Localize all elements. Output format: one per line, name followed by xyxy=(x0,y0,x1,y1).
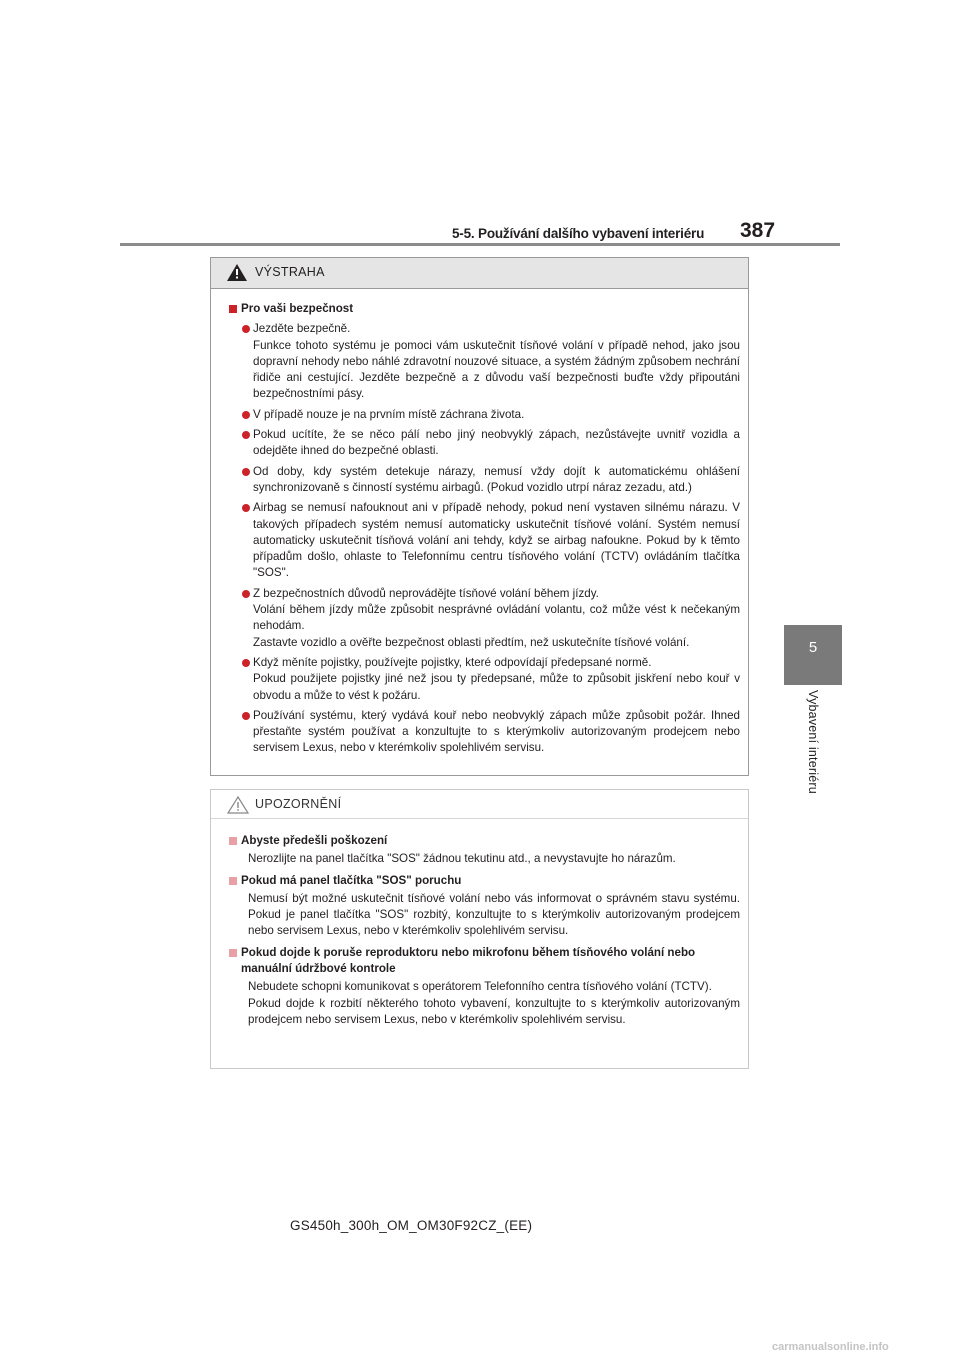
warning-triangle-icon xyxy=(227,264,247,281)
caution-content xyxy=(211,819,748,1028)
warning-item xyxy=(242,464,740,497)
dot-bullet-icon xyxy=(242,325,250,333)
dot-bullet-icon xyxy=(242,468,250,476)
dot-bullet-icon xyxy=(242,659,250,667)
square-bullet-icon xyxy=(229,837,237,845)
caution-body-text: Nerozlijte na panel tlačítka "SOS" žádnou tekutinu atd., a nevystavujte ho nárazům. xyxy=(248,852,676,866)
document-code: GS450h_300h_OM_OM30F92CZ_(EE) xyxy=(290,1218,533,1233)
caution-heading: Pokud dojde k poruše reproduktoru nebo mikrofonu během tísňového volání nebo manuální údržbové kontrole xyxy=(229,945,740,978)
warning-item xyxy=(242,708,740,757)
square-bullet-icon xyxy=(229,305,237,313)
warning-item-text: Pokud ucítíte, že se něco pálí nebo jiný neobvyklý zápach, nezůstávejte uvnitř vozidla a odejděte ihned do bezpečné oblasti. xyxy=(253,428,740,458)
page-number: 387 xyxy=(740,219,776,242)
warning-title: VÝSTRAHA xyxy=(255,265,325,279)
chapter-number: 5 xyxy=(808,639,818,656)
warning-item xyxy=(242,655,740,704)
dot-bullet-icon xyxy=(242,431,250,439)
warning-item xyxy=(242,427,740,460)
caution-body xyxy=(248,851,740,867)
caution-body-text: Nemusí být možné uskutečnit tísňové volání nebo vás informovat o správném stavu systému. Pokud je panel tlačítka "SOS" rozbitý, konzultujte to s kterýmkoliv autorizovaným prodejcem nebo servisem Lexus, nebo v kterémkoliv spolehlivém servisu. xyxy=(248,891,740,938)
warning-item-text: Volání během jízdy může způsobit nesprávné ovládání volantu, což může vést k nečekaným nehodám. xyxy=(253,603,740,633)
warning-item-text: Funkce tohoto systému je pomoci vám uskutečnit tísňové volání v případě nehod, jako jsou dopravní nehody nebo náhlé zdravotní nouzové situace, a systém žádným způsobem nechrání řidiče ani cestující. Jezděte bezpečně a z důvodu vaší bezpečnosti buďte vždy připoutáni bezpečnostními pásy. xyxy=(253,338,740,401)
caution-heading: Pokud má panel tlačítka "SOS" poruchu xyxy=(229,873,740,889)
warning-item xyxy=(242,586,740,651)
warning-item-text: Z bezpečnostních důvodů neprovádějte tísňové volání během jízdy. xyxy=(253,586,599,600)
warning-item-text: Od doby, kdy systém detekuje nárazy, nemusí vždy dojít k automatickému ohlášení synchronizovaně s činností systému airbagů. (Pokud vozidlo utrpí náraz zezadu, atd.) xyxy=(253,464,740,494)
warning-item-text: V případě nouze je na prvním místě záchrana života. xyxy=(253,407,525,421)
square-bullet-icon xyxy=(229,949,237,957)
warning-heading: Pro vaši bezpečnost xyxy=(229,301,740,317)
chapter-label: Vybavení interiéru xyxy=(806,690,820,794)
caution-body-text: Pokud dojde k rozbití některého tohoto vybavení, konzultujte to s kterýmkoliv autorizovaným prodejcem nebo servisem Lexus, nebo v kterémkoliv spolehlivém servisu. xyxy=(248,996,740,1026)
chapter-tab xyxy=(784,625,842,685)
watermark: carmanualsonline.info xyxy=(772,1341,889,1353)
caution-header xyxy=(211,790,748,819)
caution-body xyxy=(248,891,740,940)
section-title: 5-5. Používání dalšího vybavení interiéru xyxy=(452,226,705,241)
caution-box xyxy=(210,789,749,1069)
warning-item-text: Airbag se nemusí nafouknout ani v případě nehody, pokud není vystaven silnému nárazu. V takových případech systém nemusí automaticky uskutečnit tísňové volání. Systém nemusí automaticky uskutečnit tísňová volání ani tehdy, když se airbag nafoukne. Pokud by k těmto případům došlo, ohlaste to Telefonnímu centru tísňového volání (TCTV) ovládáním tlačítka "SOS". xyxy=(253,501,740,580)
warning-item-text: Zastavte vozidlo a ověřte bezpečnost oblasti předtím, než uskutečníte tísňové volání. xyxy=(253,635,690,649)
page-header xyxy=(0,219,960,252)
caution-body xyxy=(248,979,740,1028)
warning-header xyxy=(211,258,748,289)
warning-box xyxy=(210,257,749,776)
warning-item-text: Jezděte bezpečně. xyxy=(253,322,351,336)
dot-bullet-icon xyxy=(242,712,250,720)
warning-content xyxy=(211,289,748,757)
warning-item xyxy=(242,500,740,581)
dot-bullet-icon xyxy=(242,504,250,512)
caution-heading: Abyste předešli poškození xyxy=(229,833,740,849)
dot-bullet-icon xyxy=(242,411,250,419)
caution-body-text: Nebudete schopni komunikovat s operátorem Telefonního centra tísňového volání (TCTV). xyxy=(248,980,712,994)
caution-triangle-icon xyxy=(227,796,249,814)
warning-item-text: Pokud použijete pojistky jiné než jsou ty předepsané, může to způsobit jiskření nebo kouř v obvodu a může to vést k požáru. xyxy=(253,672,740,702)
square-bullet-icon xyxy=(229,877,237,885)
warning-item-text: Když měníte pojistky, používejte pojistky, které odpovídají předepsané normě. xyxy=(253,655,652,669)
caution-title: UPOZORNĚNÍ xyxy=(255,797,342,811)
warning-item xyxy=(242,321,740,402)
warning-item xyxy=(242,407,740,423)
warning-item-text: Používání systému, který vydává kouř nebo neobvyklý zápach může způsobit požár. Ihned přestaňte systém používat a konzultujte to s kterýmkoliv autorizovaným prodejcem nebo servisem Lexus, nebo v kterémkoliv spolehlivém servisu. xyxy=(253,708,740,755)
dot-bullet-icon xyxy=(242,590,250,598)
